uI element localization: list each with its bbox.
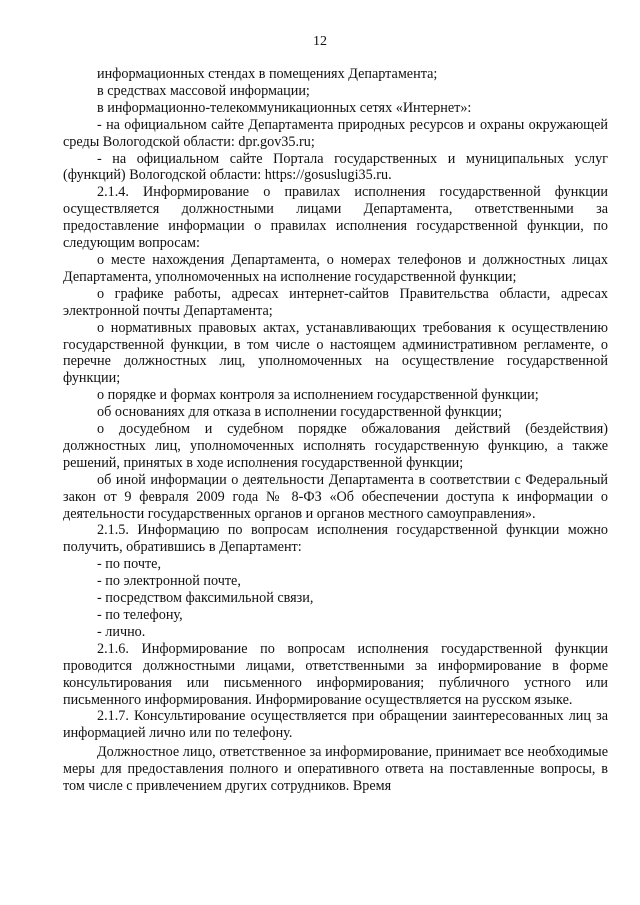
paragraph: в средствах массовой информации;	[97, 82, 310, 99]
list-item: - по почте,	[97, 556, 162, 573]
paragraph: о нормативных правовых актах, устанавливающих требования к осуществлению государственной функции, в том числе о настоящем административном регламенте, о перечне должностных лиц, уполномоченных на осуществление государственной функции;	[63, 319, 608, 387]
paragraph: - на официальном сайте Департамента природных ресурсов и охраны окружающей среды Вологодской области: dpr.gov35.ru;	[63, 116, 608, 150]
paragraph: о месте нахождения Департамента, о номерах телефонов и должностных лицах Департамента, уполномоченных на исполнение государственной функции;	[63, 251, 608, 285]
list-item: - посредством факсимильной связи,	[97, 590, 314, 607]
paragraph: об иной информации о деятельности Департамента в соответствии с Федеральный закон от 9 февраля 2009 года № 8-ФЗ «Об обеспечении доступа к информации о деятельности государственных органов и органов местного самоуправления».	[63, 471, 608, 522]
paragraph: 2.1.7. Консультирование осуществляется при обращении заинтересованных лиц за информацией лично или по телефону.	[63, 708, 608, 742]
paragraph: в информационно-телекоммуникационных сетях «Интернет»:	[97, 99, 472, 116]
paragraph: 2.1.5. Информацию по вопросам исполнения государственной функции можно получить, обратившись в Департамент:	[63, 522, 608, 556]
paragraph: о порядке и формах контроля за исполнением государственной функции;	[97, 387, 539, 404]
paragraph: о графике работы, адресах интернет-сайтов Правительства области, адресах электронной почты Департамента;	[63, 285, 608, 319]
page-number: 12	[313, 34, 327, 49]
paragraph: - на официальном сайте Портала государственных и муниципальных услуг (функций) Вологодской области: https://gosuslugi35.ru.	[63, 150, 608, 184]
list-item: - по электронной почте,	[97, 573, 241, 590]
paragraph: 2.1.6. Информирование по вопросам исполнения государственной функции проводится должностными лицами, ответственными за информирование в форме консультирования или письменного информирования; публичного устного или письменного информирования. Информирование осуществляется на русском языке.	[63, 640, 608, 708]
paragraph: о досудебном и судебном порядке обжалования действий (бездействия) должностных лиц, уполномоченных исполнять государственную функцию, а также решений, принятых в ходе исполнения государственной функции;	[63, 421, 608, 471]
paragraph: 2.1.4. Информирование о правилах исполнения государственной функции осуществляется должностными лицами Департамента, ответственными за предоставление информации о правилах исполнения государственной функции, по следующим вопросам:	[63, 184, 608, 252]
list-item: - лично.	[97, 623, 146, 640]
list-item: - по телефону,	[97, 607, 183, 623]
paragraph: об основаниях для отказа в исполнении государственной функции;	[97, 404, 503, 421]
paragraph: Должностное лицо, ответственное за информирование, принимает все необходимые меры для предоставления полного и оперативного ответа на поставленные вопросы, в том числе с привлечением других сотрудников. Время	[63, 744, 608, 795]
document-body	[63, 66, 608, 795]
paragraph: информационных стендах в помещениях Департамента;	[97, 66, 438, 82]
